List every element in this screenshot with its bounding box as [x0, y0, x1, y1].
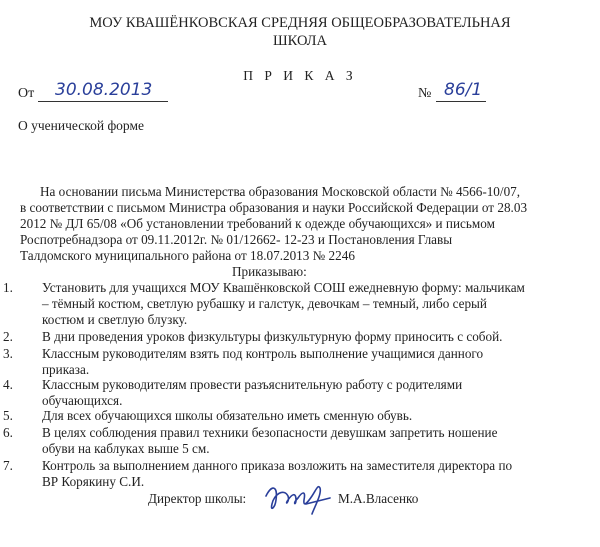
item-line: обуви на каблуках выше 5 см. [42, 441, 210, 456]
preamble-line-1: На основании письма Министерства образования Московской области № 4566-10/07, [40, 184, 521, 199]
item-line: Классным руководителям провести разъяснительную работу с родителями [42, 377, 463, 392]
item-number: 2. [3, 329, 13, 344]
school-name-line1: МОУ КВАШЁНКОВСКАЯ СРЕДНЯЯ ОБЩЕОБРАЗОВАТЕЛЬНАЯ [89, 15, 511, 31]
preamble-line-5: Талдомского муниципального района от 18.07.2013 № 2246 [20, 248, 355, 263]
preamble-line-2: в соответствии с письмом Министра образования и науки Российской Федерации от 28.03 [20, 200, 528, 215]
item-number: 1. [3, 280, 13, 295]
handwritten-signature-icon [262, 478, 334, 520]
item-line: ВР Корякину С.И. [42, 474, 145, 489]
item-line: Для всех обучающихся школы обязательно иметь сменную обувь. [42, 408, 413, 423]
number-underline [436, 101, 486, 102]
item-number: 3. [3, 346, 13, 361]
item-line: приказа. [42, 362, 90, 377]
item-line: – тёмный костюм, светлую рубашку и галстук, девочкам – темный, либо серый [42, 296, 487, 311]
order-word: Приказываю: [232, 264, 307, 279]
preamble-line-4: Роспотребнадзора от 09.11.2012г. № 01/12662- 12-23 и Постановления Главы [20, 232, 453, 247]
item-line: Установить для учащихся МОУ Квашёнковской СОШ ежедневную форму: мальчикам [42, 280, 525, 295]
item-line: костюм и светлую блузку. [42, 312, 188, 327]
order-title: П Р И К А З [243, 68, 357, 83]
item-number: 4. [3, 377, 13, 392]
item-number: 7. [3, 458, 13, 473]
item-line: В дни проведения уроков физкультуры физкультурную форму приносить с собой. [42, 329, 503, 344]
item-number: 6. [3, 425, 13, 440]
date-underline [38, 101, 168, 102]
item-number: 5. [3, 408, 13, 423]
date-handwritten: 30.08.2013 [55, 80, 153, 100]
school-name-line2: ШКОЛА [273, 33, 327, 49]
preamble-line-3: 2012 № ДЛ 65/08 «Об установлении требований к одежде обучающихся» и письмом [20, 216, 495, 231]
item-line: обучающихся. [42, 393, 123, 408]
item-line: Контроль за выполнением данного приказа возложить на заместителя директора по [42, 458, 513, 473]
signature-name: М.А.Власенко [338, 491, 419, 506]
order-subject: О ученической форме [18, 118, 145, 133]
number-handwritten: 86/1 [444, 80, 483, 100]
number-label: № [418, 86, 432, 101]
item-line: Классным руководителям взять под контроль выполнение учащимися данного [42, 346, 484, 361]
item-line: В целях соблюдения правил техники безопасности девушкам запретить ношение [42, 425, 498, 440]
signature-role: Директор школы: [148, 491, 247, 506]
from-label: От [18, 86, 35, 101]
